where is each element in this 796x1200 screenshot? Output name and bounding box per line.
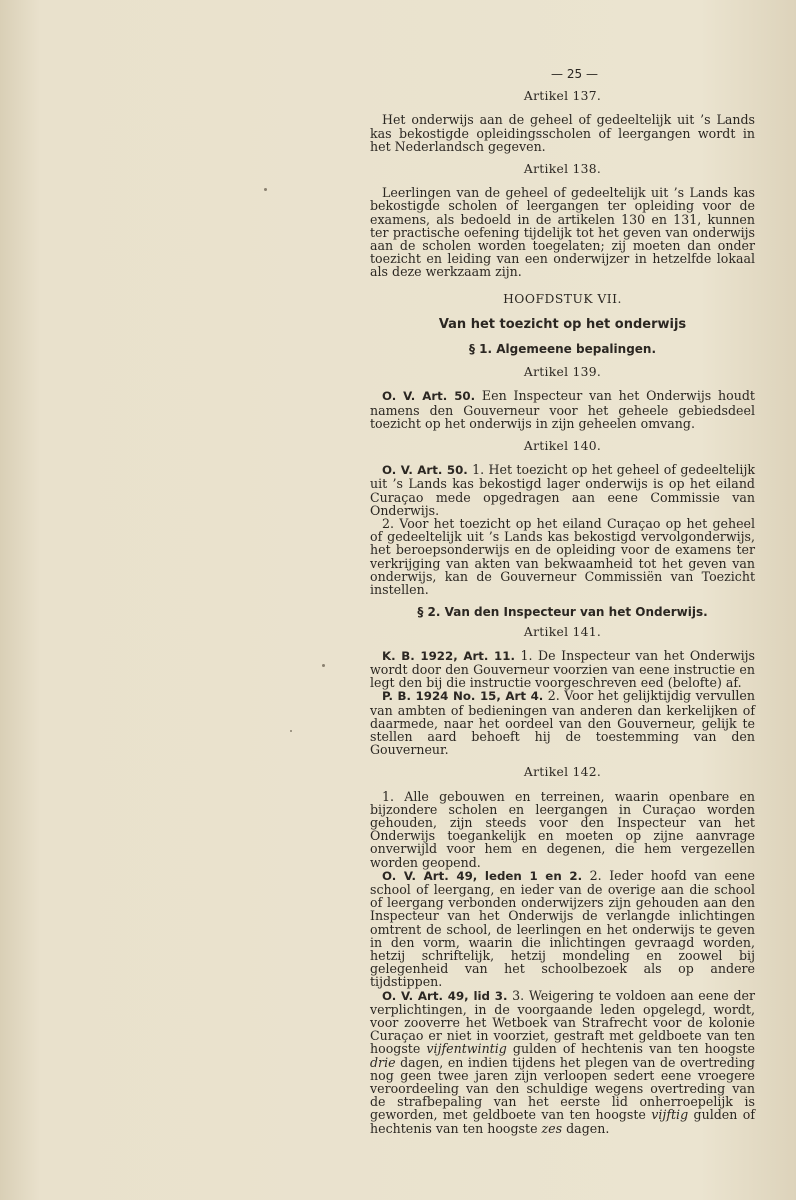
page-content: [370, 68, 755, 1135]
article-142-paragraph-3: O. V. Art. 49, lid 3. 3. Weigering te voldoen aan eene der verplichtingen, in de voorgaande leden opgelegd, wordt, voor zooverre het Wetboek van Strafrecht voor de kolonie Curaçao er niet in voorziet, gestraft met geldboete van ten hoogste vijfentwintig gulden of hechtenis van ten hoogste drie dagen, en indien tijdens het plegen van de overtreding nog geen twee jaren zijn verloopen sedert eene vroegere veroordeeling van den schuldige wegens overtreding van de strafbepaling van het eerste lid onherroepelijk is geworden, met geldboete van ten hoogste vijftig gulden of hechtenis van ten hoogste zes dagen.: [370, 987, 755, 1136]
article-141-paragraph-1: K. B. 1922, Art. 11. 1. De Inspecteur van het Onderwijs wordt door den Gouverneur voorzien van eene instructie en legt den bij die instructie voorgeschreven eed (belofte) af.: [370, 647, 755, 691]
section-2-heading: § 2. Van den Inspecteur van het Onderwijs.: [417, 605, 708, 620]
article-138-title: Artikel 138.: [523, 162, 602, 177]
article-140-paragraph-1: O. V. Art. 50. 1. Het toezicht op het geheel of gedeeltelijk uit ’s Lands kas bekostigd lager onderwijs is op het eiland Curaçao mede opgedragen aan eene Commissie van Onderwijs.: [370, 462, 755, 518]
article-142-paragraph-2: O. V. Art. 49, leden 1 en 2. 2. Ieder hoofd van eene school of leergang, en ieder van de overige aan die school of leergang verbonden onderwijzers zijn gehouden aan den Inspecteur van het Onderwijs de verlangde inlichtingen omtrent de school, de leerlingen en het onderwijs te geven in den vorm, waarin die inlichtingen gevraagd worden, hetzij schriftelijk, hetzij mondeling en zoowel bij gelegenheid van het schoolbezoek als op andere tijdstippen.: [370, 867, 755, 990]
speck: [322, 664, 325, 667]
article-137-text: Het onderwijs aan de geheel of gedeeltelijk uit ’s Lands kas bekostigde opleidingsscholen of leergangen wordt in het Nederlandsch gegeven.: [370, 112, 755, 154]
article-142-reference-3: O. V. Art. 49, lid 3.: [382, 988, 508, 1003]
article-139-title: Artikel 139.: [523, 365, 602, 380]
article-140-title: Artikel 140.: [523, 439, 602, 454]
speck: [264, 188, 267, 191]
article-140-reference: O. V. Art. 50.: [382, 463, 468, 478]
article-140-paragraph-2: 2. Voor het toezicht op het eiland Curaçao op het geheel of gedeeltelijk uit ’s Lands kas bekostigd vervolgonderwijs, het beroepsonderwijs en de opleiding voor de examens ter verkrijging van akten van bekwaamheid tot het geven van onderwijs, kan de Gouverneur Commissiën van Toezicht instellen.: [370, 516, 755, 598]
article-141-reference-1: K. B. 1922, Art. 11.: [382, 648, 515, 663]
article-141-title: Artikel 141.: [523, 624, 602, 639]
page-number: — 25 —: [551, 67, 598, 81]
chapter-number: HOOFDSTUK VII.: [503, 291, 622, 306]
article-139-text: O. V. Art. 50. Een Inspecteur van het Onderwijs houdt namens den Gouverneur voor het geheele gebiedsdeel toezicht op het onderwijs in zijn geheelen omvang.: [370, 388, 755, 431]
article-142-reference-2: O. V. Art. 49, leden 1 en 2.: [382, 868, 583, 883]
article-138-text: Leerlingen van de geheel of gedeeltelijk uit ’s Lands kas bekostigde scholen of leergangen ter opleiding voor de examens, als bedoeld in de artikelen 130 en 131, kunnen ter practische oefening tijdelijk tot het geven van onderwijs aan de scholen worden toegelaten; zij moeten dan onder toezicht en leiding van een onderwijzer in hetzelfde lokaal als deze werkzaam zijn.: [370, 185, 755, 280]
article-141-reference-2: P. B. 1924 No. 15, Art 4.: [382, 689, 544, 704]
article-142-title: Artikel 142.: [523, 765, 602, 780]
section-1-heading: § 1. Algemeene bepalingen.: [468, 342, 657, 357]
article-142-paragraph-1: 1. Alle gebouwen en terreinen, waarin openbare en bijzondere scholen en leergangen in Curaçao worden gehouden, zijn steeds voor den Inspecteur van het Onderwijs toegankelijk en moeten op zijne aanvrage onverwijld voor hem en degenen, die hem vergezellen worden geopend.: [370, 788, 755, 870]
speck: [290, 730, 292, 732]
article-137-title: Artikel 137.: [523, 89, 602, 104]
article-141-paragraph-2: P. B. 1924 No. 15, Art 4. 2. Voor het gelijktijdig vervullen van ambten of bedieningen van anderen dan kerkelijken of daarmede, naar het oordeel van den Gouverneur, gelijk te stellen aard behoeft hij de toestemming van den Gouverneur.: [370, 688, 756, 758]
article-139-reference: O. V. Art. 50.: [382, 389, 476, 404]
chapter-title: Van het toezicht op het onderwijs: [438, 316, 687, 332]
